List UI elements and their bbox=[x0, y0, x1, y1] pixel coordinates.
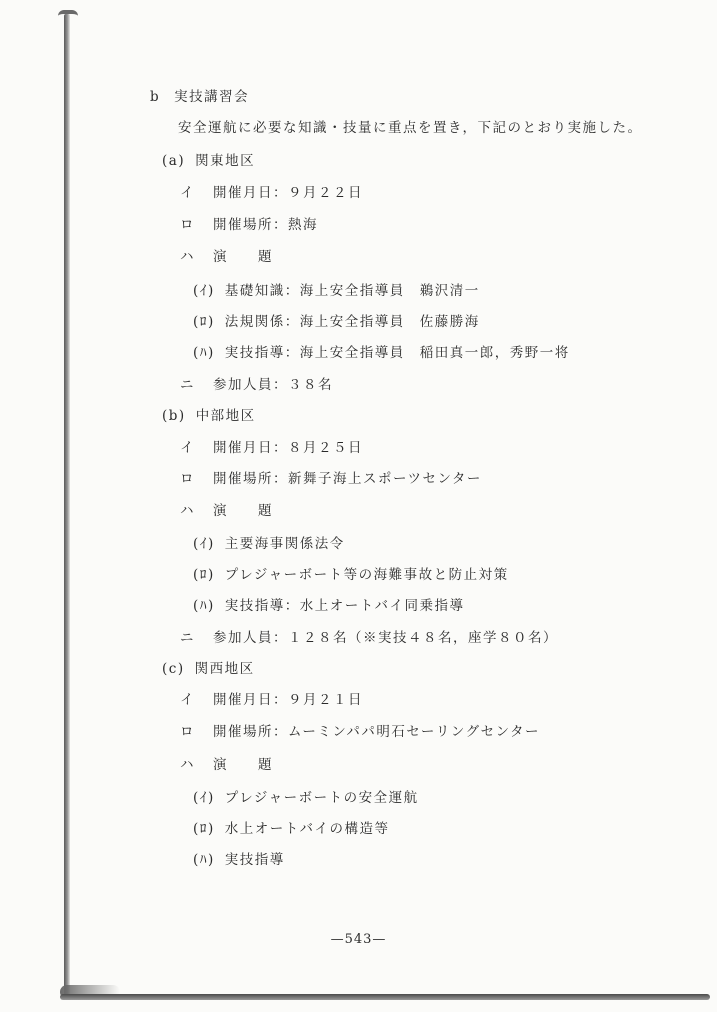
sub-item bbox=[193, 597, 465, 615]
list-item bbox=[180, 439, 363, 457]
item-text: 開催月日：９月２２日 bbox=[213, 185, 363, 201]
item-marker: ハ bbox=[180, 503, 195, 519]
sub-item-marker: (ﾛ) bbox=[193, 821, 215, 837]
sub-item bbox=[193, 344, 570, 362]
region-name: 関東地区 bbox=[195, 153, 256, 169]
list-item bbox=[180, 629, 558, 647]
item-text: 参加人員：３８名 bbox=[213, 377, 333, 393]
item-marker: ロ bbox=[180, 724, 195, 740]
item-text: 演 題 bbox=[213, 503, 273, 519]
sub-item-text: 法規関係：海上安全指導員 佐藤勝海 bbox=[224, 314, 480, 330]
item-text: 演 題 bbox=[213, 757, 273, 773]
region-marker: (c) bbox=[162, 661, 185, 677]
region-name: 中部地区 bbox=[195, 408, 256, 424]
sub-item bbox=[193, 282, 480, 300]
list-item bbox=[180, 184, 363, 202]
sub-item-marker: (ｲ) bbox=[193, 790, 215, 806]
item-text: 開催月日：８月２５日 bbox=[213, 440, 363, 456]
list-item bbox=[180, 502, 273, 520]
bottom-edge bbox=[60, 994, 710, 1000]
section-heading bbox=[150, 88, 249, 106]
sub-item bbox=[193, 535, 345, 553]
sub-item-marker: (ﾊ) bbox=[193, 345, 215, 361]
list-item bbox=[180, 248, 273, 266]
sub-item-text: 基礎知識：海上安全指導員 鵜沢清一 bbox=[224, 283, 480, 299]
item-marker: ニ bbox=[180, 630, 195, 646]
item-marker: イ bbox=[180, 440, 195, 456]
section-marker: b bbox=[150, 89, 161, 105]
item-text: 演 題 bbox=[213, 249, 273, 265]
binding-edge bbox=[64, 14, 70, 999]
region-heading bbox=[162, 152, 255, 170]
item-marker: ロ bbox=[180, 471, 195, 487]
region-heading bbox=[162, 660, 255, 678]
list-item bbox=[180, 756, 273, 774]
sub-item-text: 水上オートバイの構造等 bbox=[224, 821, 390, 837]
item-marker: ニ bbox=[180, 377, 195, 393]
item-text: 開催月日：９月２１日 bbox=[213, 692, 363, 708]
list-item bbox=[180, 723, 540, 741]
item-text: 参加人員：１２８名（※実技４８名，座学８０名） bbox=[213, 630, 558, 646]
list-item bbox=[180, 216, 318, 234]
sub-item-marker: (ﾊ) bbox=[193, 852, 215, 868]
region-marker: (a) bbox=[162, 153, 186, 169]
region-name: 関西地区 bbox=[194, 661, 255, 677]
item-marker: イ bbox=[180, 185, 195, 201]
sub-item bbox=[193, 566, 509, 584]
sub-item-text: 実技指導：水上オートバイ同乗指導 bbox=[224, 598, 465, 614]
region-marker: (b) bbox=[162, 408, 186, 424]
item-marker: イ bbox=[180, 692, 195, 708]
sub-item bbox=[193, 313, 480, 331]
list-item bbox=[180, 470, 482, 488]
sub-item-marker: (ｲ) bbox=[193, 283, 215, 299]
sub-item-text: プレジャーボートの安全運航 bbox=[224, 790, 419, 806]
sub-item-marker: (ｲ) bbox=[193, 536, 215, 552]
region-heading bbox=[162, 407, 256, 425]
list-item bbox=[180, 376, 333, 394]
item-text: 開催場所：新舞子海上スポーツセンター bbox=[213, 471, 482, 487]
sub-item-text: 実技指導 bbox=[224, 852, 285, 868]
sub-item bbox=[193, 789, 419, 807]
sub-item-text: 主要海事関係法令 bbox=[224, 536, 345, 552]
sub-item bbox=[193, 851, 285, 869]
intro-text: 安全運航に必要な知識・技量に重点を置き，下記のとおり実施した。 bbox=[178, 120, 643, 136]
sub-item bbox=[193, 820, 390, 838]
item-marker: ハ bbox=[180, 757, 195, 773]
sub-item-marker: (ﾊ) bbox=[193, 598, 215, 614]
list-item bbox=[180, 691, 363, 709]
sub-item-marker: (ﾛ) bbox=[193, 314, 215, 330]
sub-item-text: 実技指導：海上安全指導員 稲田真一郎，秀野一将 bbox=[224, 345, 570, 361]
page-number: —543— bbox=[330, 932, 387, 947]
item-marker: ハ bbox=[180, 249, 195, 265]
sub-item-text: プレジャーボート等の海難事故と防止対策 bbox=[224, 567, 509, 583]
section-title: 実技講習会 bbox=[174, 89, 250, 105]
sub-item-marker: (ﾛ) bbox=[193, 567, 215, 583]
item-text: 開催場所：熱海 bbox=[213, 217, 318, 233]
item-text: 開催場所：ムーミンパパ明石セーリングセンター bbox=[213, 724, 541, 740]
item-marker: ロ bbox=[180, 217, 195, 233]
